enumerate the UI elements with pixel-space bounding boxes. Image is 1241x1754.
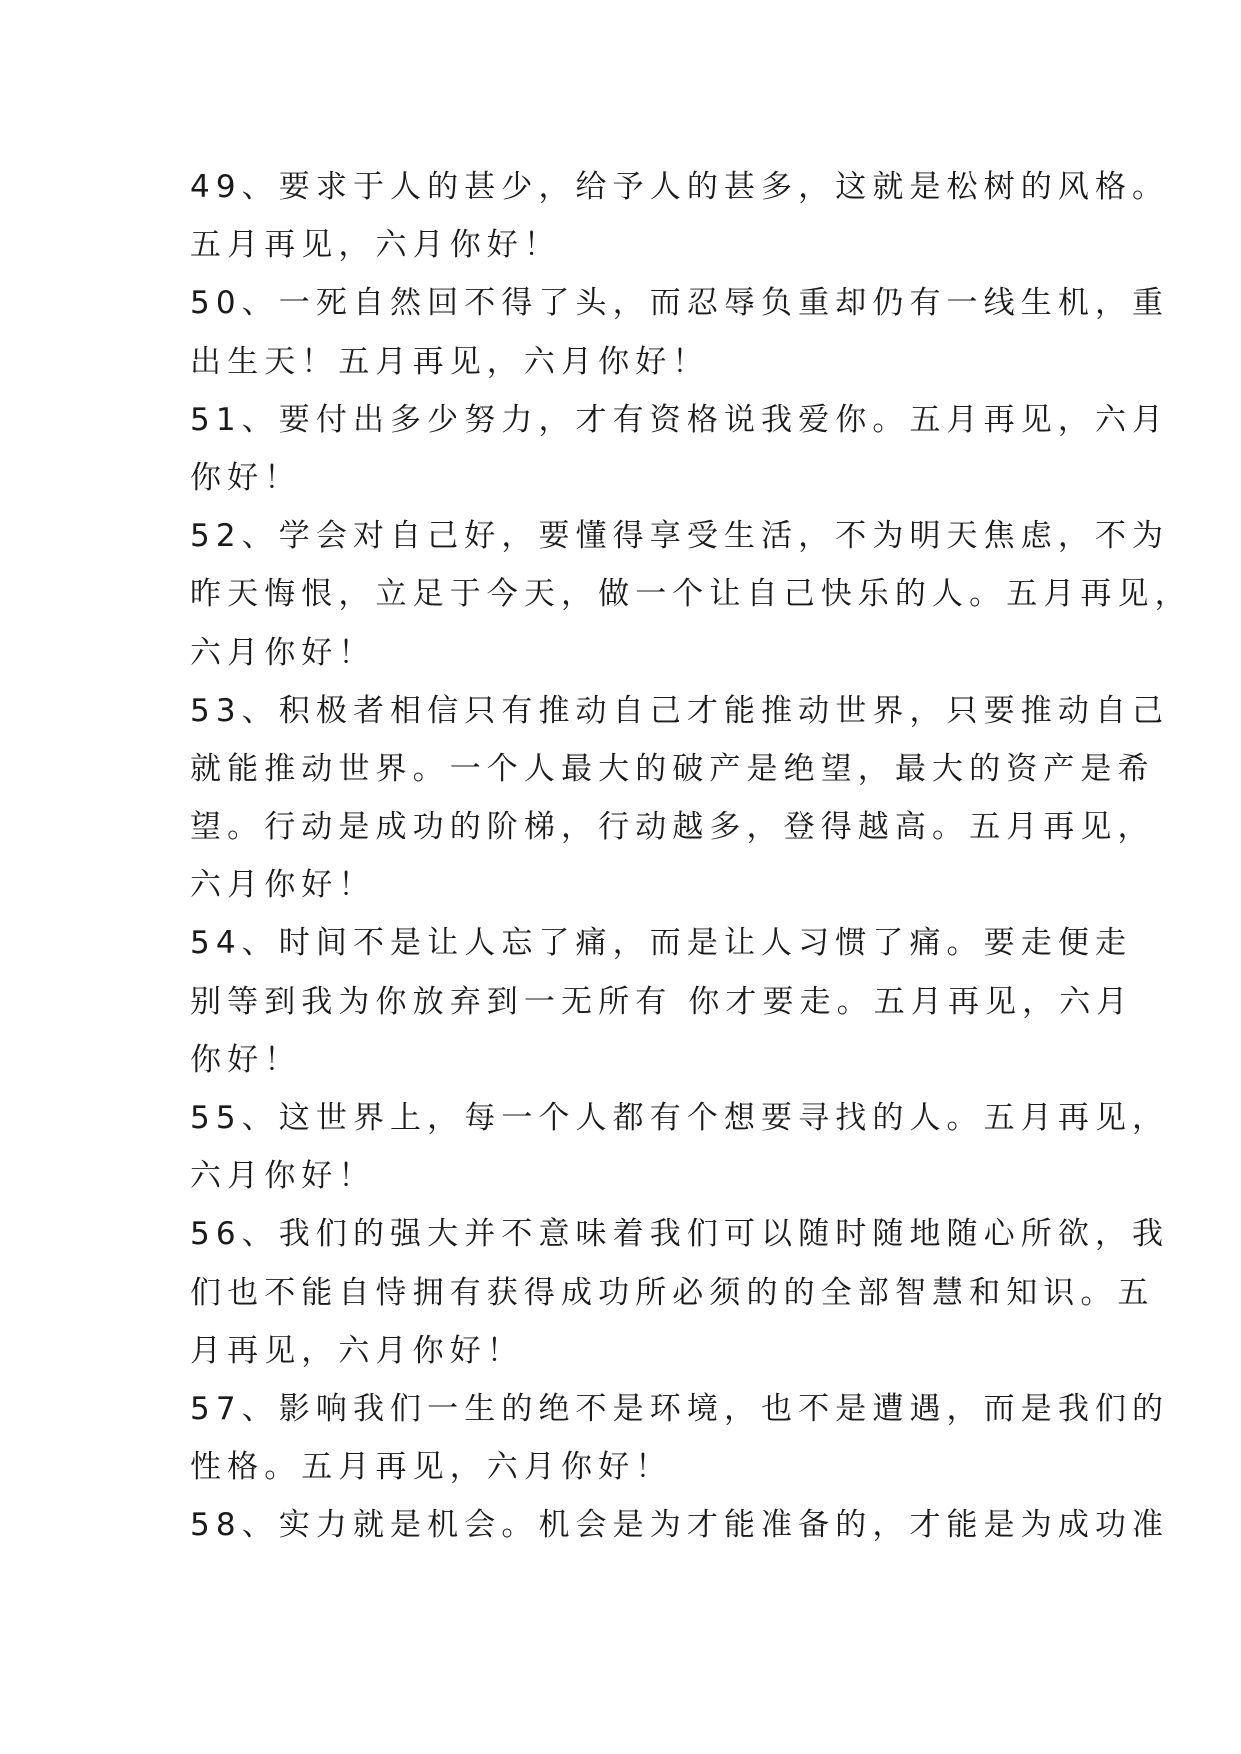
- text-line: 六月你好！: [190, 634, 376, 671]
- text-line: 你好！: [190, 1041, 302, 1078]
- text-line: 别等到我为你放弃到一无所有 你才要走。五月再见，六月: [190, 983, 1134, 1020]
- text-line: 昨天悔恨，立足于今天，做一个让自己快乐的人。五月再见，: [190, 576, 1192, 613]
- text-line: 六月你好！: [190, 867, 376, 904]
- text-line: 54、时间不是让人忘了痛，而是让人习惯了痛。要走便走: [190, 925, 1133, 962]
- text-line: 55、这世界上，每一个人都有个想要寻找的人。五月再见，: [190, 1100, 1170, 1136]
- text-line: 们也不能自恃拥有获得成功所必须的的全部智慧和知识。五: [190, 1274, 1155, 1311]
- text-line: 52、学会对自己好，要懂得享受生活，不为明天焦虑，不为: [190, 518, 1170, 555]
- text-line: 就能推动世界。一个人最大的破产是绝望，最大的资产是希: [190, 750, 1155, 787]
- text-line: 56、我们的强大并不意味着我们可以随时随地随心所欲，我: [190, 1216, 1170, 1253]
- text-line: 出生天！五月再见，六月你好！: [190, 343, 710, 380]
- text-line: 月再见，六月你好！: [190, 1332, 524, 1369]
- text-line: 57、影响我们一生的绝不是环境，也不是遭遇，而是我们的: [190, 1390, 1170, 1427]
- text-line: 你好！: [190, 459, 302, 496]
- text-line: 49、要求于人的甚少，给予人的甚多，这就是松树的风格。: [190, 169, 1170, 205]
- text-line: 六月你好！: [190, 1158, 376, 1195]
- document-body: [190, 158, 1192, 1555]
- text-line: 50、一死自然回不得了头，而忍辱负重却仍有一线生机，重: [190, 285, 1170, 322]
- text-line: 53、积极者相信只有推动自己才能推动世界，只要推动自己: [190, 692, 1170, 729]
- text-line: 58、实力就是机会。机会是为才能准备的，才能是为成功准: [190, 1507, 1170, 1544]
- text-line: 望。行动是成功的阶梯，行动越多，登得越高。五月再见，: [190, 809, 1155, 846]
- text-line: 五月再见，六月你好！: [190, 227, 561, 264]
- text-line: 51、要付出多少努力，才有资格说我爱你。五月再见，六月: [190, 401, 1170, 438]
- text-line: 性格。五月再见，六月你好！: [190, 1449, 673, 1486]
